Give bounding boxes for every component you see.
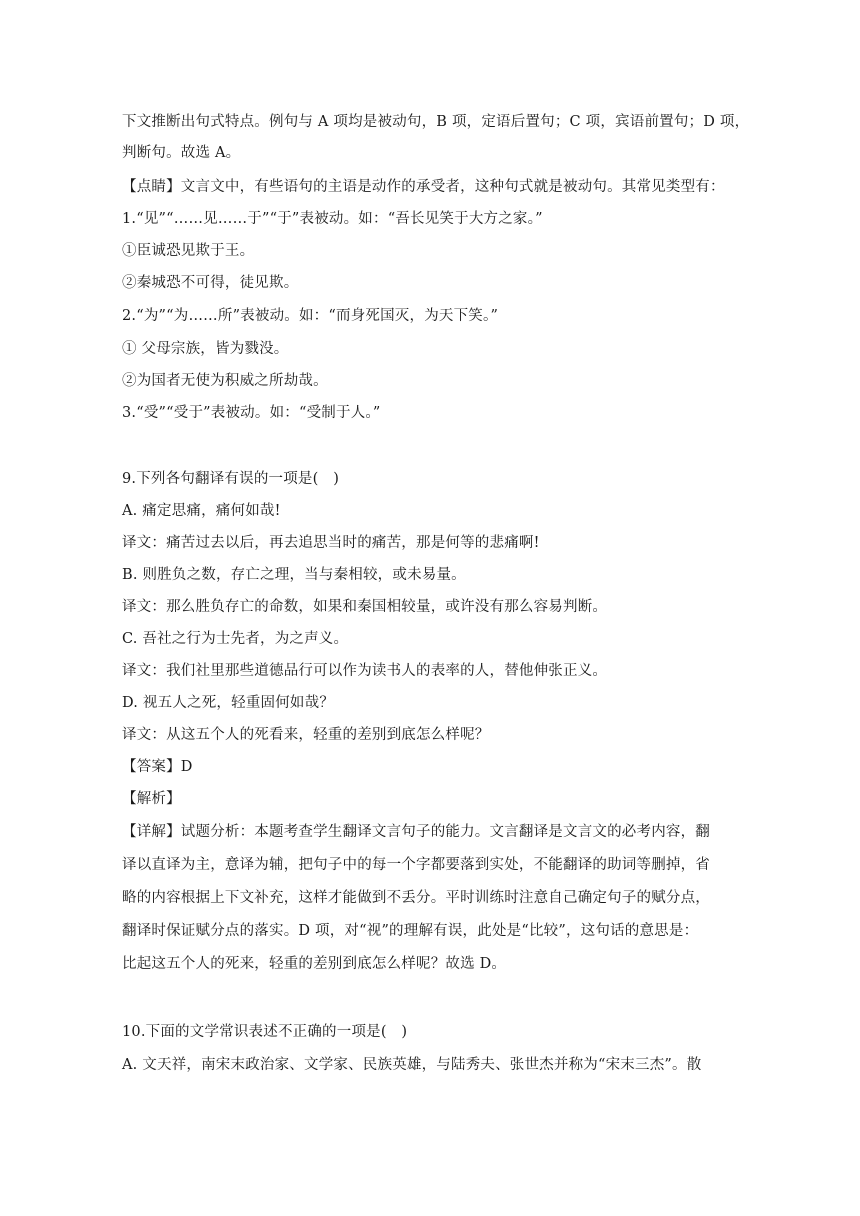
text-line: 2.“为”“为……所”表被动。如：“而身死国灭，为天下笑。” — [122, 308, 499, 324]
text-line: 译文：从这五个人的死看来，轻重的差别到底怎么样呢？ — [122, 727, 490, 743]
analysis-heading: 【解析】 — [122, 791, 181, 807]
text-line: 译文：痛苦过去以后，再去追思当时的痛苦，那是何等的悲痛啊! — [122, 535, 540, 551]
question-option: B. 则胜负之数，存亡之理，当与秦相较，或未易量。 — [122, 567, 466, 583]
text-line: 【点睛】文言文中，有些语句的主语是动作的承受者，这种句式就是被动句。其常见类型有： — [122, 179, 725, 195]
text-line: ②为国者无使为积威之所劫哉。 — [122, 373, 328, 389]
question-option: D. 视五人之死，轻重固何如哉？ — [122, 695, 335, 711]
text-line: ① 父母宗族，皆为戮没。 — [122, 341, 289, 357]
text-line: 下文推断出句式特点。例句与 A 项均是被动句，B 项，定语后置句；C 项，宾语前置句；D 项， — [122, 114, 750, 130]
text-line: 译文：我们社里那些道德品行可以作为读书人的表率的人，替他伸张正义。 — [122, 663, 608, 679]
text-line: 1.“见”“……见……于”“于”表被动。如：“吾长见笑于大方之家。” — [122, 211, 543, 227]
answer-line: 【答案】D — [122, 759, 193, 775]
question-option: A. 痛定思痛，痛何如哉! — [122, 503, 281, 519]
question-option: C. 吾社之行为士先者，为之声义。 — [122, 631, 349, 647]
question-option: A. 文天祥，南宋末政治家、文学家、民族英雄，与陆秀夫、张世杰并称为“宋末三杰”。散 — [122, 1057, 702, 1073]
text-line: 判断句。故选 A。 — [122, 145, 241, 161]
text-line: ②秦城恐不可得，徒见欺。 — [122, 275, 299, 291]
text-line: 3.“受”“受于”表被动。如：“受制于人。” — [122, 405, 381, 421]
text-line: 译以直译为主，意译为辅，把句子中的每一个字都要落到实处，不能翻译的助词等删掉，省 — [122, 857, 710, 873]
text-line: ①臣诚恐见欺于王。 — [122, 243, 255, 259]
question-title: 10.下面的文学常识表述不正确的一项是( ) — [122, 1024, 408, 1040]
text-line: 比起这五个人的死来，轻重的差别到底怎么样呢？故选 D。 — [122, 956, 507, 972]
text-line: 【详解】试题分析：本题考查学生翻译文言句子的能力。文言翻译是文言文的必考内容，翻 — [122, 824, 710, 840]
text-line: 译文：那么胜负存亡的命数，如果和秦国相较量，或许没有那么容易判断。 — [122, 599, 608, 615]
text-line: 翻译时保证赋分点的落实。D 项，对“视”的理解有误，此处是“比较”，这句话的意思是： — [122, 923, 699, 939]
question-title: 9.下列各句翻译有误的一项是( ) — [122, 471, 340, 487]
text-line: 略的内容根据上下文补充，这样才能做到不丢分。平时训练时注意自己确定句子的赋分点， — [122, 890, 710, 906]
